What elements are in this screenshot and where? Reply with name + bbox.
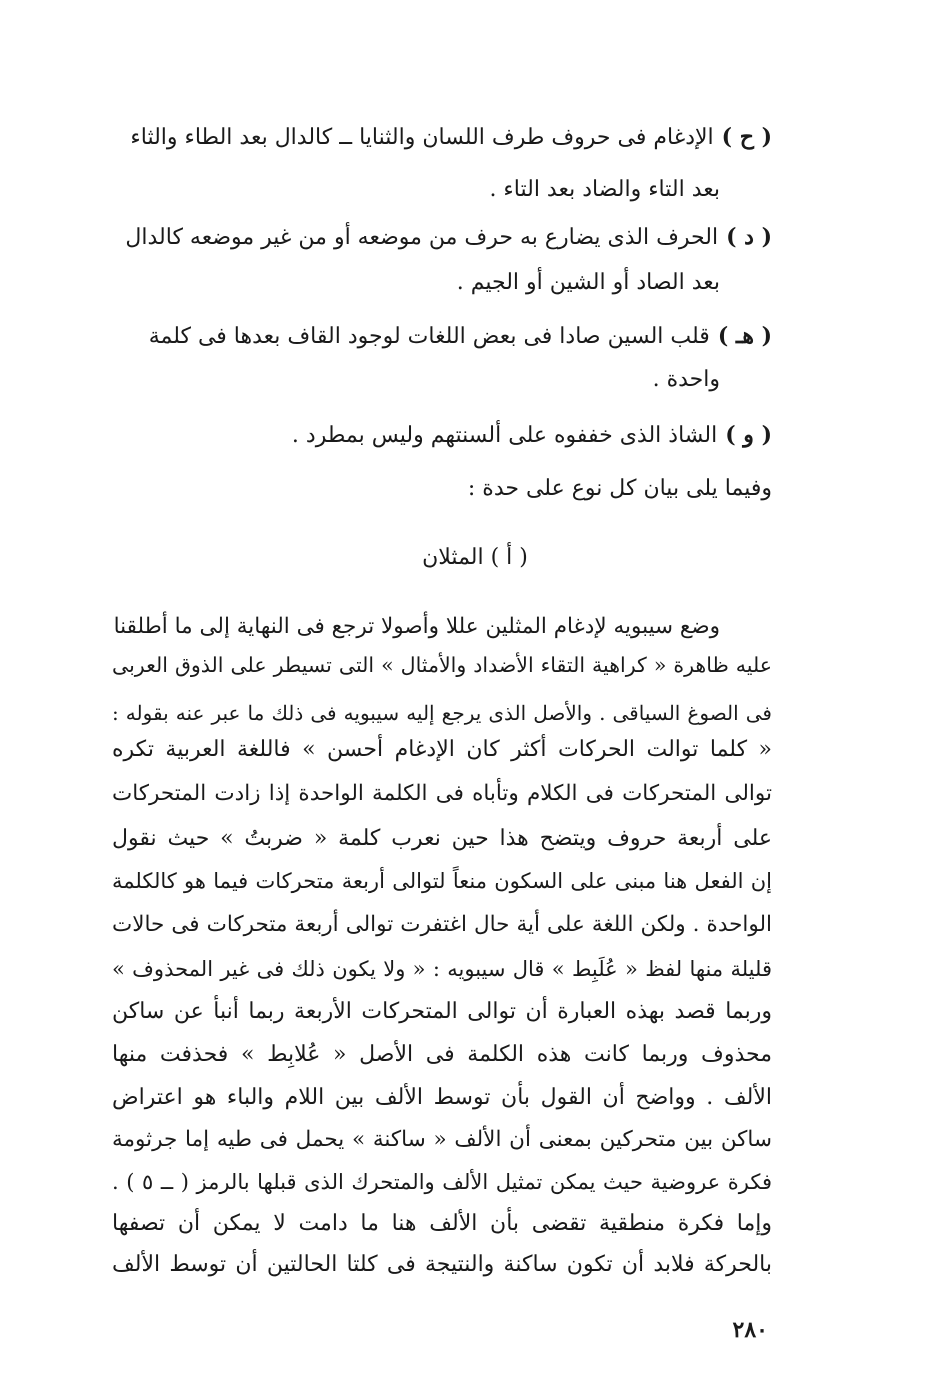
list-marker: ( د ) — [726, 224, 772, 250]
list-item-ha2-line-1 — [112, 321, 772, 352]
paragraph-line: فكرة عروضية حيث يمكن تمثيل الألف والمتحرك الذى قبلها بالرمز ( ــ ٥ ) . — [112, 1170, 773, 1194]
list-item-ha2-line-2: واحدة . — [652, 367, 720, 392]
paragraph-line: وضع سيبويه لإدغام المثلين عللا وأصولا ترجع فى النهاية إلى ما أطلقنا — [113, 614, 720, 639]
list-marker: ( ح ) — [721, 124, 772, 150]
list-marker: ( و ) — [725, 422, 772, 448]
list-item-text: الإدغام فى حروف طرف اللسان والثنايا ــ كالدال بعد الطاء والثاء — [130, 125, 714, 150]
paragraph-line: محذوف وربما كانت هذه الكلمة فى الأصل « عُلابِط » فحذفت منها — [112, 1042, 772, 1067]
paragraph-line: وإما فكرة منطقية تقضى بأن الألف هنا ما دامت لا يمكن أن تصفها — [112, 1211, 772, 1236]
list-item-waw-line-1 — [112, 420, 772, 451]
paragraph-line: توالى المتحركات فى الكلام وتأباه فى الكلمة الواحدة إذا زادت المتحركات — [112, 781, 772, 806]
list-item-text: الشاذ الذى خففوه على ألسنتهم وليس بمطرد . — [291, 423, 718, 448]
paragraph-line: ساكن بين متحركين بمعنى أن الألف « ساكنة » يحمل فى طيه إما جرثومة — [112, 1127, 772, 1152]
list-item-dal-line-1 — [112, 222, 772, 253]
paragraph-line: إن الفعل هنا مبنى على السكون منعاً لتوالى أربعة متحركات فيما هو كالكلمة — [112, 869, 772, 893]
paragraph-line: فى الصوغ السياقى . والأصل الذى يرجع إليه سيبويه فى ذلك ما عبر عنه بقوله : — [112, 701, 772, 725]
paragraph-line: قليلة منها لفظ « عُلَبِط » قال سيبويه : « ولا يكون ذلك فى غير المحذوف » — [112, 957, 772, 981]
list-marker: ( هـ ) — [717, 323, 772, 349]
list-item-text: الحرف الذى يضارع به حرف من موضعه أو من غير موضعه كالدال — [125, 225, 719, 250]
paragraph-line: الألف . وواضح أن القول بأن توسط الألف بين اللام والباء هو اعتراض — [112, 1085, 772, 1110]
intro-line: وفيما يلى بيان كل نوع على حدة : — [467, 476, 772, 501]
paragraph-line: على أربعة حروف ويتضح هذا حين نعرب كلمة « ضربتُ » حيث نقول — [112, 826, 772, 851]
section-heading: ( أ ) المثلان — [422, 545, 528, 570]
paragraph-line: « كلما توالت الحركات أكثر كان الإدغام أحسن » فاللغة العربية تكره — [112, 737, 772, 762]
list-item-text: قلب السين صادا فى بعض اللغات لوجود القاف بعدها فى كلمة — [148, 324, 710, 349]
paragraph-line: عليه ظاهرة « كراهية التقاء الأضداد والأمثال » التى تسيطر على الذوق العربى — [112, 653, 772, 677]
page-number: ٢٨٠ — [732, 1317, 768, 1343]
list-item-ha-line-1 — [112, 122, 772, 153]
list-item-ha-line-2: بعد التاء والضاد بعد التاء . — [489, 177, 720, 202]
paragraph-line: الواحدة . ولكن اللغة على أية حال اغتفرت توالى أربعة متحركات فى حالات — [112, 912, 772, 937]
list-item-dal-line-2: بعد الصاد أو الشين أو الجيم . — [456, 270, 720, 295]
paragraph-line: بالحركة فلابد أن تكون ساكنة والنتيجة فى كلتا الحالتين أن توسط الألف — [112, 1252, 772, 1277]
paragraph-line: وربما قصد بهذه العبارة أن توالى المتحركات الأربعة ربما أنبأ عن ساكن — [112, 999, 772, 1024]
